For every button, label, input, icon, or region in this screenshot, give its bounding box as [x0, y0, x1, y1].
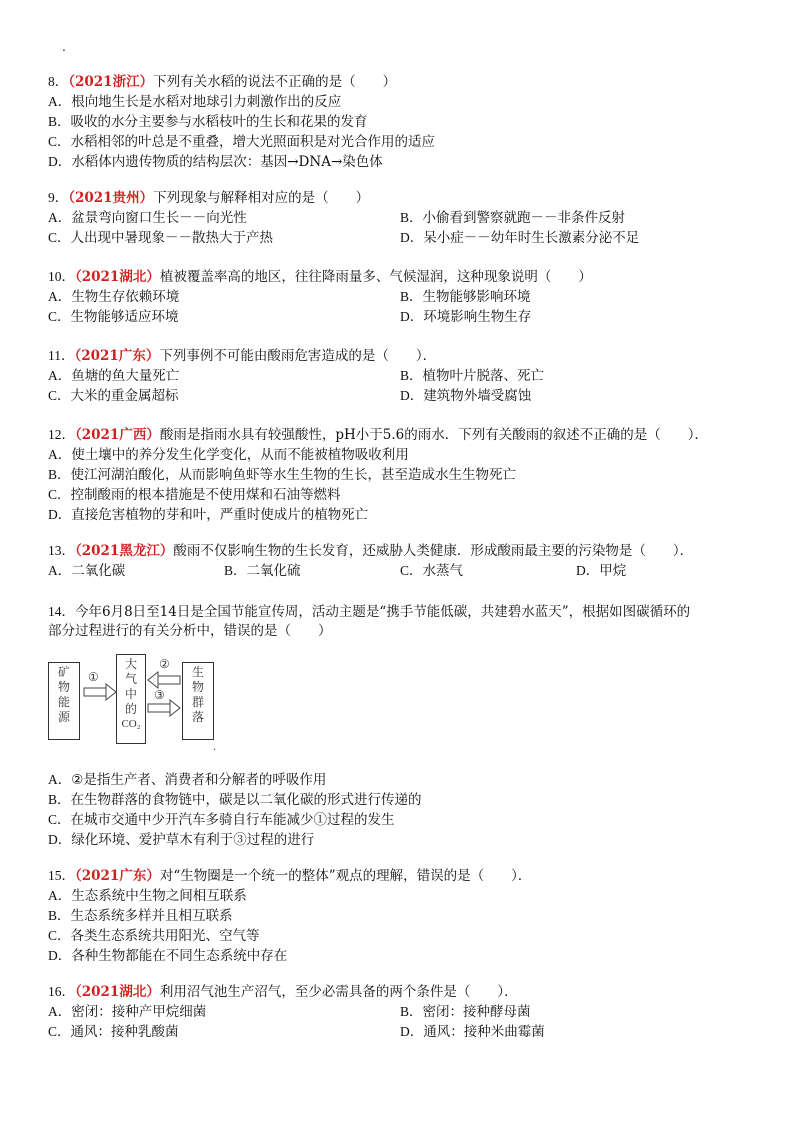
- option-a[interactable]: A．二氧化碳: [48, 563, 126, 579]
- question-source: （2021贵州）: [68, 190, 154, 206]
- question-source: （2021广东）: [75, 868, 160, 884]
- question-stem: 10．（2021湖北）植被覆盖率高的地区，往往降雨量多、气候湿润，这种现象说明（ ）: [48, 269, 592, 285]
- question-stem: 9．（2021贵州）下列现象与解释相对应的是（ ）: [48, 190, 370, 206]
- co2-label: CO₂: [121, 718, 141, 730]
- arrow-2-icon: [148, 672, 180, 688]
- question-8: [48, 72, 768, 172]
- option-c[interactable]: C．在城市交通中少开汽车多骑自行车能减少①过程的发生: [48, 812, 395, 828]
- carbon-cycle-diagram: [48, 654, 218, 754]
- question-stem: 12．（2021广西）酸雨是指雨水具有较强酸性，pH小于5.6的雨水．下列有关酸雨的叙述不正确的是（ ）．: [48, 427, 708, 443]
- option-b[interactable]: B．小偷看到警察就跑－－非条件反射: [400, 210, 626, 226]
- arrow-3-label: ③: [154, 688, 165, 702]
- box-atmosphere-co2: 大气中的 CO₂: [116, 654, 146, 744]
- option-a[interactable]: A．生物生存依赖环境: [48, 289, 180, 305]
- question-15: [48, 866, 768, 966]
- question-12: [48, 425, 768, 525]
- question-source: （2021湖北）: [75, 269, 160, 285]
- option-c[interactable]: C．水稻相邻的叶总是不重叠，增大光照面积是对光合作用的适应: [48, 134, 436, 150]
- question-9: [48, 188, 768, 248]
- question-stem: [48, 72, 768, 92]
- question-stem-line-2: 部分过程进行的有关分析中，错误的是（ ）: [48, 623, 332, 639]
- svg-text:.: .: [213, 742, 217, 753]
- question-stem: 14．今年6月8日至14日是全国节能宣传周，活动主题是“携手节能低碳，共建碧水蓝天”，根据如图碳循环的: [48, 604, 691, 620]
- option-c[interactable]: C．通风：接种乳酸菌: [48, 1024, 179, 1040]
- question-10: [48, 267, 768, 327]
- question-source: （2021广东）: [74, 348, 160, 364]
- question-14: [48, 602, 768, 641]
- question-source: （2021浙江）: [68, 74, 154, 90]
- option-c[interactable]: C．水蒸气: [400, 563, 464, 579]
- question-13: [48, 541, 768, 581]
- option-a[interactable]: A．盆景弯向窗口生长－－向光性: [48, 210, 247, 226]
- option-b[interactable]: B．植物叶片脱落、死亡: [400, 368, 545, 384]
- option-a[interactable]: A．②是指生产者、消费者和分解者的呼吸作用: [48, 772, 327, 788]
- option-a[interactable]: A．生态系统中生物之间相互联系: [48, 888, 247, 904]
- option-d[interactable]: D．甲烷: [576, 563, 627, 579]
- option-d[interactable]: D．直接危害植物的芽和叶，严重时使成片的植物死亡: [48, 507, 369, 523]
- question-stem: 16．（2021湖北）利用沼气池生产沼气，至少必需具备的两个条件是（ ）．: [48, 984, 518, 1000]
- option-b[interactable]: B．吸收的水分主要参与水稻枝叶的生长和花果的发育: [48, 114, 368, 130]
- option-d[interactable]: D．通风：接种米曲霉菌: [400, 1024, 545, 1040]
- question-11: [48, 346, 768, 406]
- question-stem: 13．（2021黑龙江）酸雨不仅影响生物的生长发育，还威胁人类健康．形成酸雨最主要的污染物是（ ）．: [48, 543, 694, 559]
- question-stem: 15．（2021广东）对“生物圈是一个统一的整体”观点的理解，错误的是（ ）．: [48, 868, 532, 884]
- option-b[interactable]: B．使江河湖泊酸化，从而影响鱼虾等水生生物的生长，甚至造成水生生物死亡: [48, 467, 517, 483]
- question-source: （2021黑龙江）: [75, 543, 174, 559]
- option-d[interactable]: D．环境影响生物生存: [400, 309, 532, 325]
- page-dot: .: [62, 40, 66, 54]
- box-mineral-energy: 矿物能源: [48, 662, 80, 740]
- arrow-1-label: ①: [88, 670, 99, 684]
- option-b[interactable]: B．生物能够影响环境: [400, 289, 531, 305]
- option-c[interactable]: C．各类生态系统共用阳光、空气等: [48, 928, 260, 944]
- question-source: （2021广西）: [75, 427, 160, 443]
- option-c[interactable]: C．生物能够适应环境: [48, 309, 179, 325]
- arrow-3-icon: [148, 700, 180, 716]
- option-d[interactable]: D．绿化环境、爱护草木有利于③过程的进行: [48, 832, 315, 848]
- option-a[interactable]: A．根向地生长是水稻对地球引力刺激作出的反应: [48, 94, 342, 110]
- question-text: 下列有关水稻的说法不正确的是（ ）: [153, 74, 397, 90]
- option-c[interactable]: C．控制酸雨的根本措施是不使用煤和石油等燃料: [48, 487, 341, 503]
- question-number: 8．: [48, 74, 69, 89]
- option-d[interactable]: D．呆小症－－幼年时生长激素分泌不足: [400, 230, 640, 246]
- option-d[interactable]: D．水稻体内遗传物质的结构层次：基因→DNA→染色体: [48, 154, 383, 170]
- option-b[interactable]: B．二氧化硫: [224, 563, 301, 579]
- question-14-options: [48, 770, 768, 850]
- option-d[interactable]: D．建筑物外墙受腐蚀: [400, 388, 532, 404]
- option-b[interactable]: B．生态系统多样并且相互联系: [48, 908, 233, 924]
- option-c[interactable]: C．大米的重金属超标: [48, 388, 179, 404]
- option-a[interactable]: A．密闭：接种产甲烷细菌: [48, 1004, 207, 1020]
- question-16: [48, 982, 768, 1042]
- option-c[interactable]: C．人出现中暑现象－－散热大于产热: [48, 230, 274, 246]
- arrow-2-label: ②: [159, 657, 170, 671]
- option-a[interactable]: A．使土壤中的养分发生化学变化，从而不能被植物吸收利用: [48, 447, 409, 463]
- box-biological-community: 生物群落: [182, 662, 214, 740]
- question-source: （2021湖北）: [75, 984, 160, 1000]
- arrow-1-icon: [84, 684, 116, 700]
- question-stem: 11．（2021广东）下列事例不可能由酸雨危害造成的是（ ）．: [48, 348, 437, 364]
- option-b[interactable]: B．在生物群落的食物链中，碳是以二氧化碳的形式进行传递的: [48, 792, 422, 808]
- option-d[interactable]: D．各种生物都能在不同生态系统中存在: [48, 948, 288, 964]
- option-b[interactable]: B．密闭：接种酵母菌: [400, 1004, 531, 1020]
- option-a[interactable]: A．鱼塘的鱼大量死亡: [48, 368, 180, 384]
